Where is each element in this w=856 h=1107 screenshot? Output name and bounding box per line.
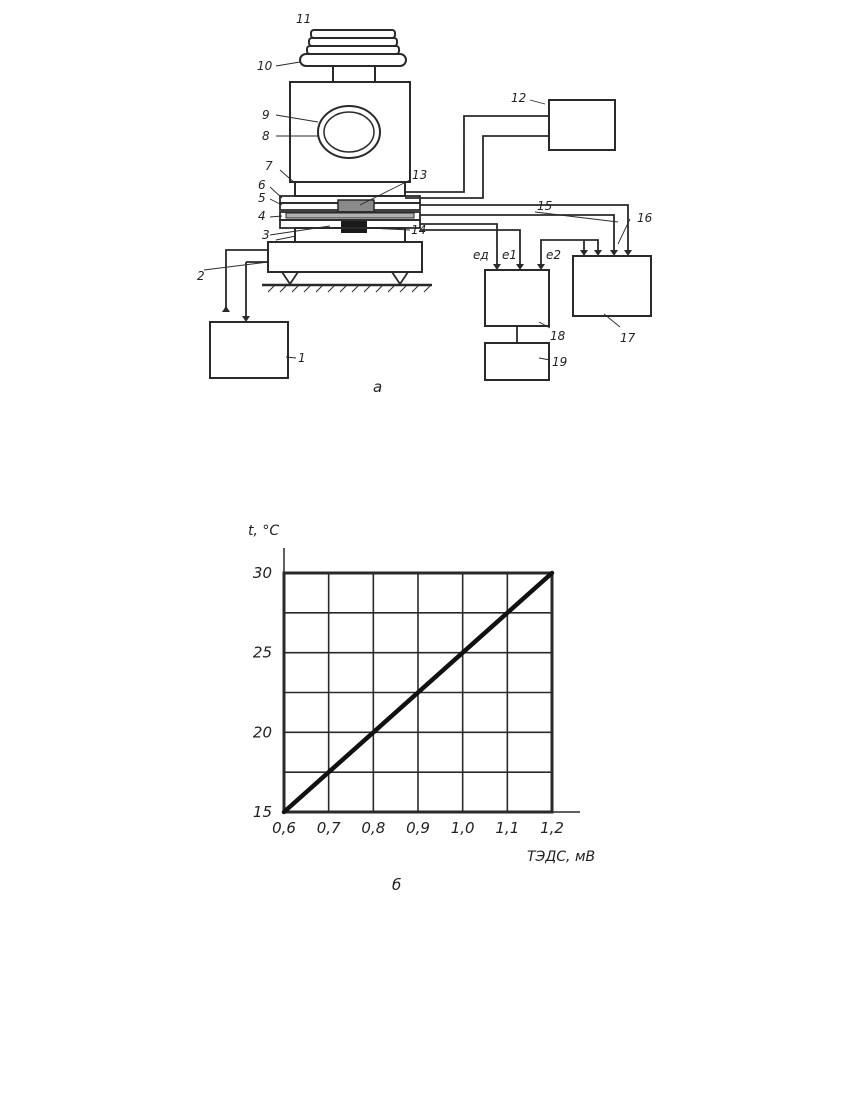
x-tick-label: 1,0 [450, 819, 475, 837]
callout-8: 8 [262, 129, 270, 143]
y-axis-label: t, °C [248, 523, 280, 539]
sample-hatched [338, 200, 374, 212]
calibration-chart [248, 523, 595, 894]
signal-e2: e2 [546, 248, 562, 262]
callout-5: 5 [258, 191, 266, 205]
upper-plate [295, 182, 405, 196]
callout-4: 4 [258, 209, 266, 223]
block-1 [210, 322, 288, 378]
callout-9: 9 [262, 108, 270, 122]
callout-11: 11 [296, 12, 312, 26]
callout-17: 17 [620, 331, 636, 345]
callout-6: 6 [258, 178, 266, 192]
callout-15: 15 [537, 199, 553, 213]
gauge-outer-ring [318, 106, 380, 158]
x-tick-label: 0,6 [272, 819, 296, 837]
wire-to-block12 [405, 116, 549, 198]
caption-b: б [392, 876, 402, 894]
y-tick-label: 15 [252, 803, 272, 821]
cushion-neck [333, 66, 375, 82]
callout-13: 13 [412, 168, 428, 182]
arrow-to-base [222, 306, 230, 312]
wire-base-to-block1 [226, 250, 268, 316]
x-tick-label: 1,2 [540, 819, 564, 837]
pneumatic-cushion [300, 54, 406, 66]
press-block [290, 82, 410, 182]
block-19 [485, 343, 549, 380]
block-18 [485, 270, 549, 326]
callout-16: 16 [637, 211, 653, 225]
callout-10: 10 [257, 59, 273, 73]
x-tick-labels [272, 819, 564, 837]
x-tick-label: 1,1 [495, 819, 520, 837]
caption-a: а [373, 378, 383, 396]
callout-2: 2 [197, 269, 205, 283]
gauge-inner-ring [324, 112, 374, 152]
y-tick-labels [253, 564, 272, 821]
callout-7: 7 [265, 159, 273, 173]
callout-12: 12 [511, 91, 527, 105]
x-tick-label: 0,9 [406, 819, 430, 837]
y-tick-label: 30 [252, 564, 272, 582]
x-axis-label: ТЭДС, мВ [527, 849, 596, 865]
callout-18: 18 [550, 329, 566, 343]
x-tick-label: 0,7 [316, 819, 341, 837]
signal-e1: e1 [502, 248, 518, 262]
callout-14: 14 [411, 223, 427, 237]
y-tick-label: 20 [252, 723, 272, 742]
base-platform [268, 242, 422, 272]
base-feet [282, 272, 408, 284]
block-17 [573, 256, 651, 316]
apparatus-scheme [197, 12, 653, 396]
callout-19: 19 [552, 355, 568, 369]
leader-lines [204, 62, 630, 360]
x-tick-label: 0,8 [361, 819, 386, 837]
callout-1: 1 [298, 351, 306, 365]
wire-15 [420, 205, 628, 250]
callout-3: 3 [262, 228, 270, 242]
hatched-strip [286, 213, 414, 218]
signal-ed: eд [473, 248, 489, 262]
load-weights [307, 30, 399, 54]
y-tick-label: 25 [252, 643, 272, 662]
block-12 [549, 100, 615, 150]
